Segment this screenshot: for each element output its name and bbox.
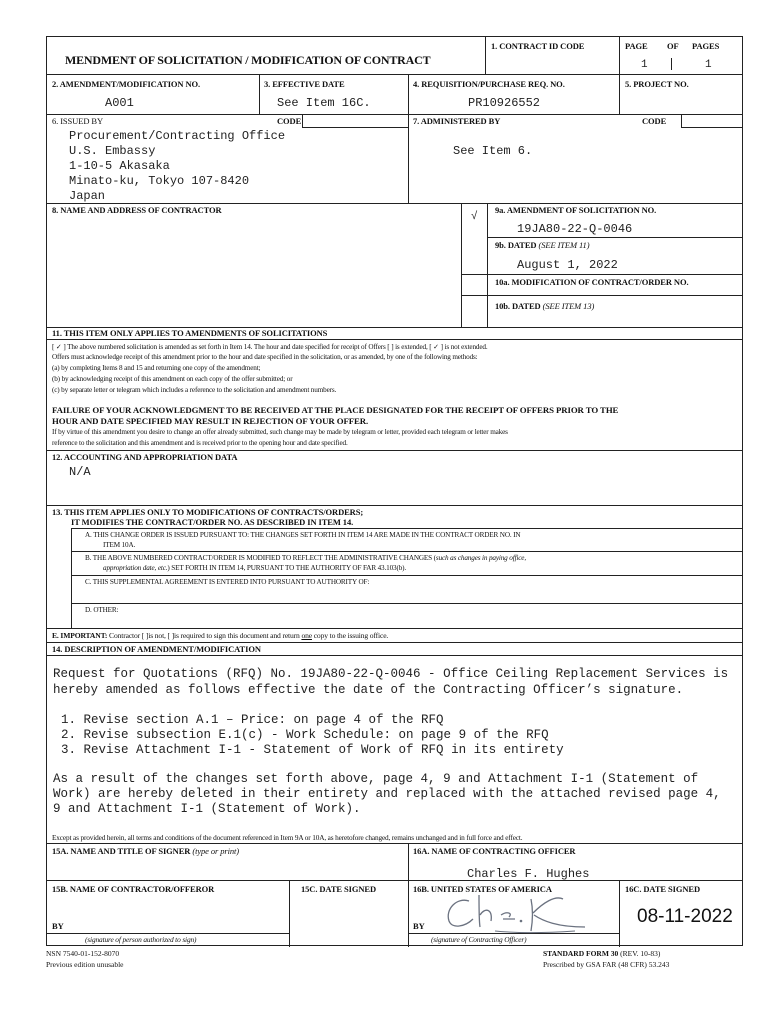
description-text: hereby amended as follows effective the date of the Contracting Officer’s signature. [53, 683, 684, 697]
issued-by-label: 6. ISSUED BY [52, 116, 103, 126]
item13-option-b: appropriation date, etc. [103, 564, 168, 572]
amendment-solicitation-label: 9a. AMENDMENT OF SOLICITATION NO. [495, 205, 657, 215]
important-one: one [301, 631, 312, 640]
item13-option-c: C. THIS SUPPLEMENTAL AGREEMENT IS ENTERED INTO PURSUANT TO AUTHORITY OF: [85, 578, 370, 586]
item11-text: (b) by acknowledging receipt of this amendment on each copy of the offer submitted; or [52, 375, 293, 383]
dated-9b-label: 9b. DATED [495, 240, 537, 250]
effective-date-label: 3. EFFECTIVE DATE [264, 79, 345, 89]
by-note: (signature of Contracting Officer) [431, 935, 527, 944]
previous-edition: Previous edition unusable [46, 960, 124, 969]
item13-option-a: ITEM 10A. [103, 541, 136, 549]
accounting-label: 12. ACCOUNTING AND APPROPRIATION DATA [52, 452, 238, 462]
by-label: BY [52, 921, 64, 931]
prescribed-by: Prescribed by GSA FAR (48 CFR) 53.243 [543, 960, 670, 969]
signer-name-label: 15A. NAME AND TITLE OF SIGNER [52, 846, 191, 856]
officer-date-label: 16C. DATE SIGNED [625, 884, 700, 894]
item11-warning: FAILURE OF YOUR ACKNOWLEDGMENT TO BE RECEIVED AT THE PLACE DESIGNATED FOR THE RECEIPT OF OFFERS PRIOR TO THE [52, 405, 619, 415]
pages-label: PAGES [692, 41, 720, 51]
important-text: Contractor [ ]is not, [ ]is required to sign this document and return [107, 631, 302, 640]
page-value: 1 [641, 59, 648, 71]
by-label: BY [413, 921, 425, 931]
description-text: Request for Quotations (RFQ) No. 19JA80-22-Q-0046 - Office Ceiling Replacement Services is [53, 667, 729, 681]
sf30-form [46, 36, 743, 946]
description-text: 9 and Attachment I-1 (Statement of Work). [53, 802, 361, 816]
issued-line: Minato-ku, Tokyo 107-8420 [69, 174, 250, 188]
dated-10b-note: (SEE ITEM 13) [542, 301, 595, 311]
item11-text: reference to the solicitation and this amendment and is received prior to the opening hour and date specified. [52, 439, 348, 447]
item11-label: 11. THIS ITEM ONLY APPLIES TO AMENDMENTS OF SOLICITATIONS [52, 328, 328, 338]
issued-line: Procurement/Contracting Office [69, 129, 286, 143]
checkmark-icon: √ [471, 211, 478, 223]
dated-10b-label: 10b. DATED [495, 301, 541, 311]
nsn-number: NSN 7540-01-152-8070 [46, 949, 120, 958]
signer-name-note: (type or print) [192, 846, 240, 856]
amendment-no-label: 2. AMENDMENT/MODIFICATION NO. [52, 79, 201, 89]
item13-option-b: such as changes in paying office, [435, 554, 526, 562]
item13-label: IT MODIFIES THE CONTRACT/ORDER NO. AS DESCRIBED IN ITEM 14. [71, 517, 354, 527]
contracting-officer-name: Charles F. Hughes [467, 867, 590, 881]
administered-code-box [681, 114, 742, 128]
contract-id-code-label: 1. CONTRACT ID CODE [491, 41, 585, 51]
of-label: OF [667, 41, 679, 51]
issued-code-box [302, 114, 408, 128]
effective-date-value: See Item 16C. [277, 96, 371, 110]
item11-text: Offers must acknowledge receipt of this amendment prior to the hour and date specified in the solicitation, or as amended, by one of the following methods: [52, 353, 478, 361]
administered-by-label: 7. ADMINISTERED BY [413, 116, 501, 126]
officer-date-value: 08-11-2022 [637, 906, 733, 927]
important-tail: copy to the issuing office. [311, 631, 389, 640]
item11-text: (c) by separate letter or telegram which includes a reference to the solicitation and amendment numbers. [52, 386, 337, 394]
accounting-value: N/A [69, 465, 91, 479]
contracting-officer-label: 16A. NAME OF CONTRACTING OFFICER [413, 846, 576, 856]
description-text: Work) are hereby deleted in their entirety and replaced with the attached revised page 4, [53, 787, 721, 801]
requisition-no-label: 4. REQUISITION/PURCHASE REQ. NO. [413, 79, 565, 89]
item11-text: [ ✓ ] The above numbered solicitation is amended as set forth in Item 14. The hour and date specified for receipt of Offers [ ] is extended, [ ✓ ] is not extended. [52, 343, 488, 351]
administered-code-label: CODE [642, 116, 667, 126]
item11-warning: HOUR AND DATE SPECIFIED MAY RESULT IN REJECTION OF YOUR OFFER. [52, 416, 369, 426]
project-no-label: 5. PROJECT NO. [625, 79, 689, 89]
item13-option-a: A. THIS CHANGE ORDER IS ISSUED PURSUANT TO: THE CHANGES SET FORTH IN ITEM 14 ARE MADE IN THE CONTRACT ORDER NO. IN [85, 531, 521, 539]
dated-9b-note: (SEE ITEM 11) [538, 240, 590, 250]
except-clause: Except as provided herein, all terms and conditions of the document referenced in Item 9A or 10A, as heretofore changed, remains unchanged and in full force and effect. [52, 833, 523, 842]
issued-line: Japan [69, 189, 106, 203]
amendment-solicitation-value: 19JA80-22-Q-0046 [517, 222, 633, 236]
standard-form-rev: (REV. 10-83) [618, 949, 661, 958]
item13-option-b: ) SET FORTH IN ITEM 14, PURSUANT TO THE AUTHORITY OF FAR 43.103(b). [167, 564, 407, 572]
description-label: 14. DESCRIPTION OF AMENDMENT/MODIFICATION [52, 644, 261, 654]
description-list-item: 2. Revise subsection E.1(c) - Work Schedule: on page 9 of the RFQ [61, 728, 549, 742]
issued-line: 1-10-5 Akasaka [69, 159, 170, 173]
description-list-item: 3. Revise Attachment I-1 - Statement of Work of RFQ in its entirety [61, 743, 564, 757]
usa-label: 16B. UNITED STATES OF AMERICA [413, 884, 552, 894]
standard-form-label: STANDARD FORM 30 [543, 949, 619, 958]
item11-text: If by virtue of this amendment you desire to change an offer already submitted, such change may be made by telegram or letter, provided each telegram or letter makes [52, 428, 508, 436]
item11-text: (a) by completing Items 8 and 15 and returning one copy of the amendment; [52, 364, 261, 372]
amendment-no-value: A001 [105, 96, 134, 110]
issued-code-label: CODE [277, 116, 302, 126]
page-label: PAGE [625, 41, 648, 51]
description-text: As a result of the changes set forth above, page 4, 9 and Attachment I-1 (Statement of [53, 772, 699, 786]
item13-option-d: D. OTHER: [85, 606, 119, 614]
administered-by-value: See Item 6. [453, 144, 533, 158]
description-list-item: 1. Revise section A.1 – Price: on page 4 of the RFQ [61, 713, 444, 727]
important-label: E. IMPORTANT: [52, 631, 108, 640]
modification-contract-label: 10a. MODIFICATION OF CONTRACT/ORDER NO. [495, 277, 689, 287]
by-note: (signature of person authorized to sign) [85, 935, 197, 944]
issued-line: U.S. Embassy [69, 144, 156, 158]
pages-value: 1 [705, 59, 712, 71]
form-title: MENDMENT OF SOLICITATION / MODIFICATION OF CONTRACT [65, 53, 431, 67]
officer-signature-icon [435, 887, 605, 939]
item13-option-b: B. THE ABOVE NUMBERED CONTRACT/ORDER IS MODIFIED TO REFLECT THE ADMINISTRATIVE CHANGES ( [85, 554, 436, 562]
requisition-no-value: PR10926552 [468, 96, 541, 110]
dated-9b-value: August 1, 2022 [517, 258, 618, 272]
contractor-label: 8. NAME AND ADDRESS OF CONTRACTOR [52, 205, 222, 215]
contractor-date-label: 15C. DATE SIGNED [301, 884, 376, 894]
contractor-offeror-label: 15B. NAME OF CONTRACTOR/OFFEROR [52, 884, 215, 894]
item13-label: 13. THIS ITEM APPLIES ONLY TO MODIFICATIONS OF CONTRACTS/ORDERS; [52, 507, 364, 517]
